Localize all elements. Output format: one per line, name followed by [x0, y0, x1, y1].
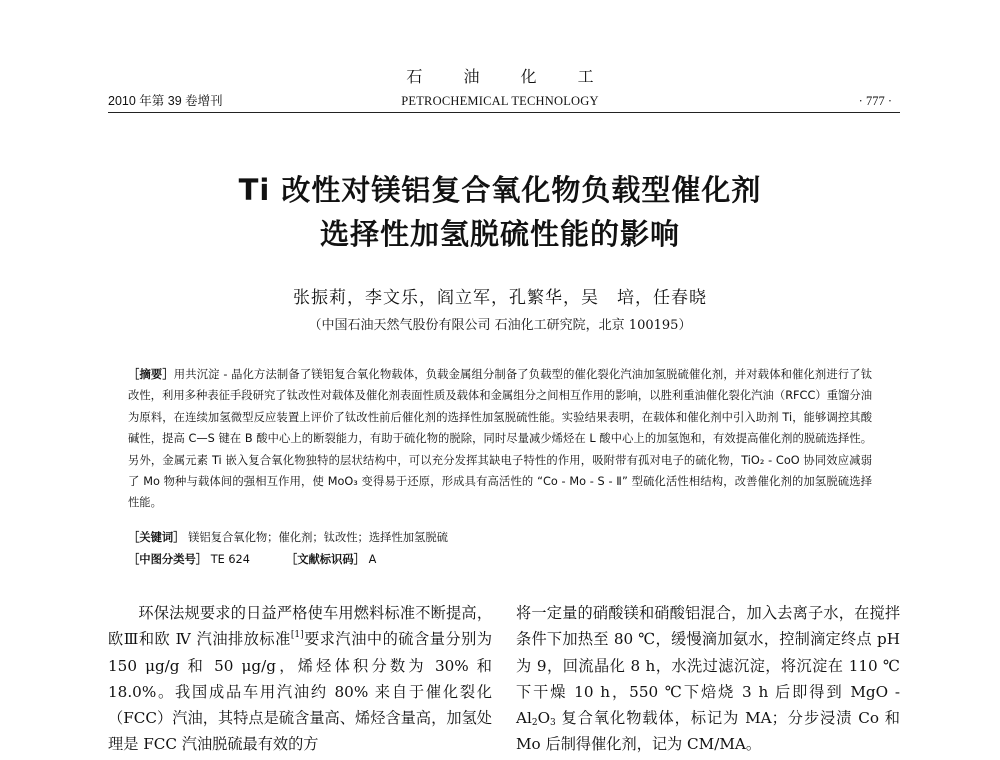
author-list: 张振莉，李文乐，阎立军，孔繁华，吴 培，任春晓: [293, 288, 707, 308]
keywords: [128, 529, 872, 547]
journal-name-chinese: 石 油 化 工: [406, 67, 612, 86]
subscript: 3: [550, 718, 556, 729]
body-text: 要求汽油中的硫含量分别为 150 μg/g 和 50 μg/g，烯烃体积分数为 30% 和 18.0%。我国成品车用汽油约 80% 来自于催化裂化（FCC）汽油，其特点是硫含量高、烯烃含量高，加氢处理是 FCC 汽油脱硫最有效的方: [108, 630, 493, 754]
title-line-1: Ti 改性对镁铝复合氧化物负载型催化剂: [238, 173, 762, 207]
body-paragraph: [516, 600, 900, 758]
abstract-text: 用共沉淀 - 晶化方法制备了镁铝复合氧化物载体，负载金属组分制备了负载型的催化裂化汽油加氢脱硫催化剂，并对载体和催化剂进行了钛改性，利用多种表征手段研究了钛改性对载体及催化剂表面性质及载体和金属组分之间相互作用的影响，以胜利重油催化裂化汽油（RFCC）重馏分油为原料，在连续加氢微型反应装置上评价了钛改性前后催化剂的选择性加氢脱硫性能。实验结果表明，在载体和催化剂中引入助剂 Ti，能够调控其酸碱性，提高 C—S 键在 B 酸中心上的断裂能力，有助于硫化物的脱除，同时尽量减少烯烃在 L 酸中心上的加氢饱和，有效提高催化剂的脱硫选择性。另外，金属元素 Ti 嵌入复合氧化物独特的层状结构中，可以充分发挥其缺电子特性的作用，吸附带有孤对电子的硫化物，TiO₂ - CoO 协同效应减弱了 Mo 物种与载体间的强相互作用，使 MoO₃ 变得易于还原，形成具有高活性的 “Co - Mo - S - Ⅱ” 型硫化活性相结构，改善催化剂的加氢脱硫选择性能。: [128, 368, 872, 510]
clc-value: TE 624: [210, 553, 250, 566]
keywords-text: 镁铝复合氧化物；催化剂；钛改性；选择性加氢脱硫: [188, 531, 448, 544]
body-text: 环保法规要求的日益严格使车用燃料标准不断提高，欧Ⅲ和欧 Ⅳ 汽油排放标准: [108, 604, 492, 649]
classification: [128, 551, 872, 569]
body-text: O: [537, 709, 551, 728]
doc-code-label: ［文献标识码］: [285, 553, 365, 566]
article-title: [0, 168, 1000, 256]
body-column-right: [516, 600, 900, 758]
body-text: 复合氧化物载体，标记为 MA；分步浸渍 Co 和 Mo 后制得催化剂，记为 CM/MA。: [516, 709, 900, 754]
abstract: [128, 364, 872, 514]
body-paragraph: [108, 600, 492, 758]
body-column-left: [108, 600, 492, 758]
subscript: 2: [531, 718, 538, 729]
header-divider: [108, 112, 900, 113]
journal-name-english: PETROCHEMICAL TECHNOLOGY: [401, 94, 599, 108]
author-affiliation: （中国石油天然气股份有限公司 石油化工研究院，北京 100195）: [308, 318, 692, 333]
clc-label: ［中图分类号］: [128, 553, 208, 566]
citation-ref[interactable]: [1]: [290, 630, 304, 641]
running-header: [108, 92, 892, 110]
keywords-label: ［关键词］: [128, 531, 185, 544]
issue-info: 2010 年第 39 卷增刊: [108, 94, 223, 108]
title-line-2: 选择性加氢脱硫性能的影响: [319, 217, 680, 251]
abstract-label: ［摘要］: [128, 368, 174, 381]
page-number: · 777 ·: [858, 94, 892, 108]
doc-code-value: A: [368, 553, 377, 566]
body-text: 将一定量的硝酸镁和硝酸铝混合，加入去离子水，在搅拌条件下加热至 80 ℃，缓慢滴加氨水，控制滴定终点 pH 为 9，回流晶化 8 h，水洗过滤沉淀，将沉淀在 110 ℃下干燥 10 h，550 ℃下焙烧 3 h 后即得到 MgO - Al: [516, 604, 900, 728]
